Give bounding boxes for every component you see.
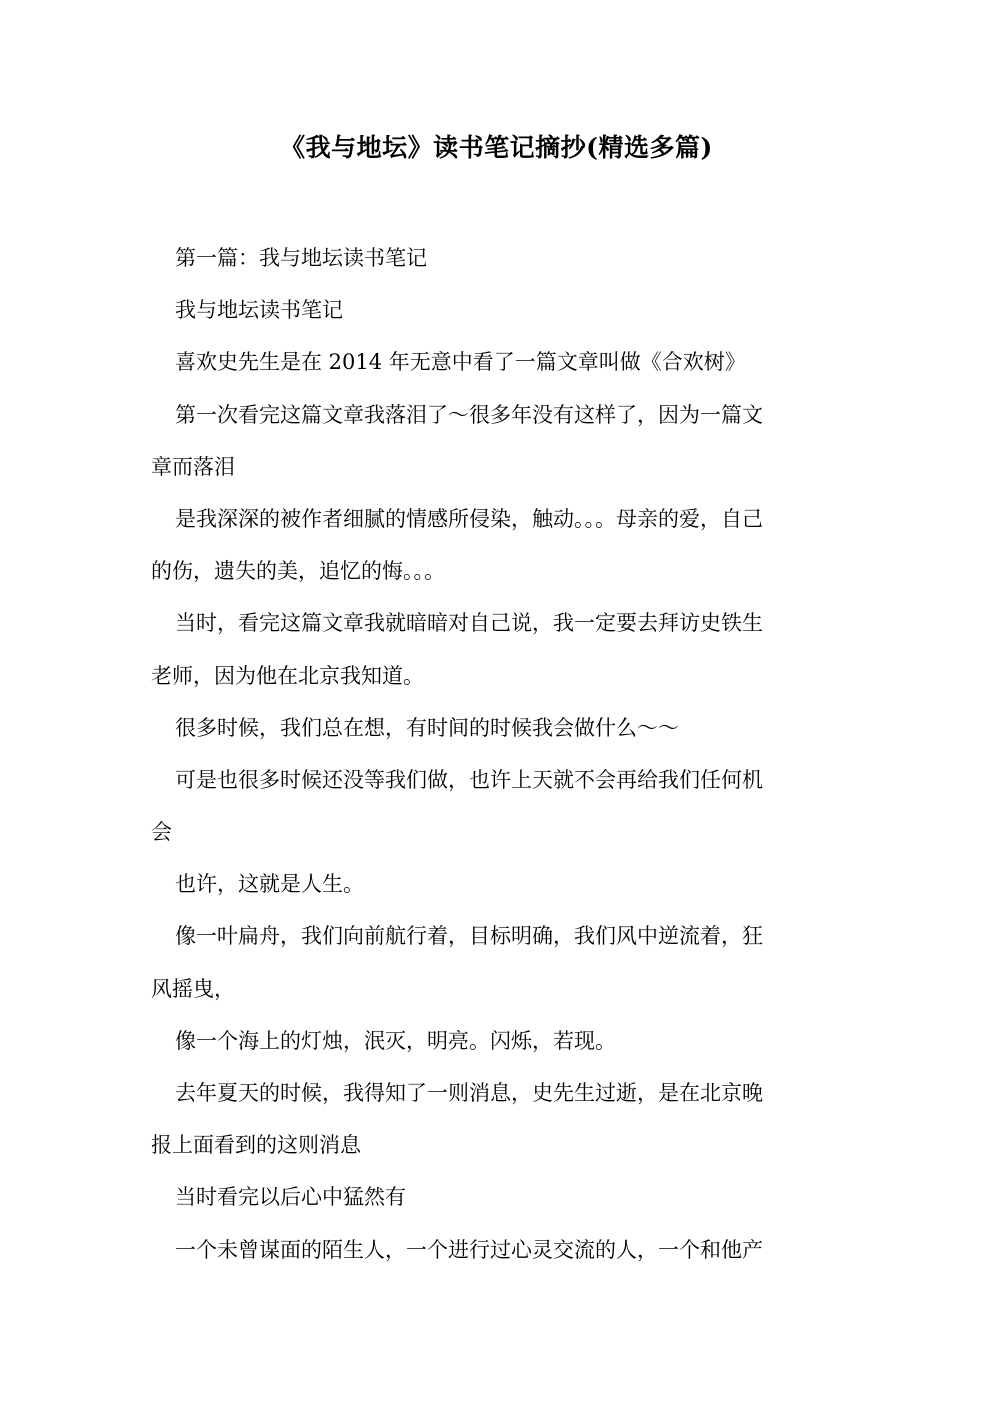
text-line: 像一叶扁舟，我们向前航行着，目标明确，我们风中逆流着，狂 [175, 924, 763, 949]
text-line: 当时看完以后心中猛然有 [175, 1185, 406, 1210]
text-line: 像一个海上的灯烛，泯灭，明亮。闪烁，若现。 [175, 1028, 616, 1053]
text-line: 可是也很多时候还没等我们做，也许上天就不会再给我们任何机 [175, 767, 763, 792]
text-line: 是我深深的被作者细腻的情感所侵染，触动。。。母亲的爱，自己 [175, 506, 763, 531]
text-line: 去年夏天的时候，我得知了一则消息，史先生过逝，是在北京晚 [175, 1081, 763, 1105]
text-line: 章而落泪 [151, 454, 235, 479]
text-line: 一个未曾谋面的陌生人，一个进行过心灵交流的人，一个和他产 [175, 1237, 763, 1262]
text-line: 老师，因为他在北京我知道。 [151, 663, 424, 688]
text-line: 风摇曳， [151, 976, 235, 1001]
text-line: 的伤，遗失的美，追忆的悔。。。 [151, 559, 445, 584]
text-line: 我与地坛读书笔记 [175, 298, 343, 323]
text-line: 很多时候，我们总在想，有时间的时候我会做什么～～ [175, 715, 679, 740]
text-line: 喜欢史先生是在 2014 年无意中看了一篇文章叫做《合欢树》 [175, 350, 746, 375]
document-body [151, 232, 831, 1276]
text-line: 也许，这就是人生。 [175, 872, 364, 897]
text-line: 会 [151, 820, 172, 845]
document-title: 《我与地坛》读书笔记摘抄(精选多篇) [280, 133, 713, 162]
text-line: 第一篇：我与地坛读书笔记 [175, 246, 427, 270]
text-line: 报上面看到的这则消息 [151, 1133, 361, 1158]
text-line: 第一次看完这篇文章我落泪了～很多年没有这样了，因为一篇文 [175, 402, 763, 427]
text-line: 当时，看完这篇文章我就暗暗对自己说，我一定要去拜访史铁生 [175, 611, 763, 636]
